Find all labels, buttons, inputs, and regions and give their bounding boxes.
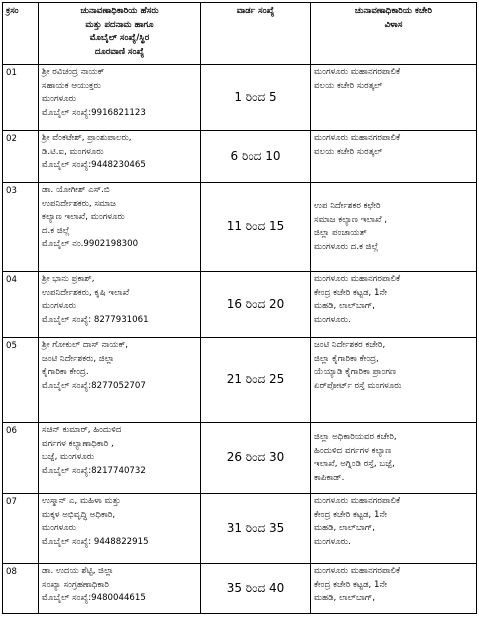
row-wards: 11 ರಿಂದ 15 <box>201 183 311 272</box>
row-officer <box>39 65 201 131</box>
officer-line: ಡಾ. ಉದಯ ಶೆಟ್ಟಿ, ಜಿಲ್ಲಾ <box>42 566 114 576</box>
office-line: ಮಂಗಳೂರು ಮಹಾನಗರಪಾಲಿಕೆ <box>314 274 401 284</box>
row-officer <box>39 423 201 494</box>
header-office-line: ಚುನಾವಣಾಧಿಕಾರಿಯ ಕಚೇರಿ <box>354 6 433 16</box>
row-office <box>311 65 477 131</box>
officer-line: ಸಚಿನ್ ಕುಮಾರ್, ಹಿಂದುಳಿದ <box>42 425 122 435</box>
officer-line: ಕಲ್ಯಾಣ ಇಲಾಖೆ, ಮಂಗಳೂರು <box>42 212 125 222</box>
office-line: ಜಂಟಿ ನಿರ್ದೇಶಕರ ಕಚೇರಿ, <box>314 340 386 350</box>
officer-line: ಮೊಬೈಲ್ ಸಂಖ್ಯೆ: 9448822915 <box>42 536 149 547</box>
officer-line: ಬಜ್ಪೆ, ಮಂಗಳೂರು <box>42 452 95 462</box>
office-line: ಇಲಾಖೆ, ಅಗ್ನಿಂಡಿ ರಸ್ತೆ, ಬಜ್ಪೆ, <box>314 459 395 469</box>
row-office <box>311 338 477 423</box>
office-line: ಜಿಲ್ಲಾ ಕೈಗಾರಿಕಾ ಕೇಂದ್ರ, <box>314 353 379 364</box>
office-line: ಮಂಗಳೂರು. <box>314 314 351 325</box>
header-officer-line: ಮೊಬೈಲ್ ಸಂಖ್ಯೆ/ಸ್ಥಿರ <box>89 33 150 43</box>
officer-line: ಕೈಗಾರಿಕಾ ಕೇಂದ್ರ. <box>42 367 89 377</box>
row-wards: 21 ರಿಂದ 25 <box>201 338 311 423</box>
officer-line: ಶ್ರೀ ವೆಂಕಟೇಶ್, ಪ್ರಾಂಶುಪಾಲರು, <box>42 133 132 143</box>
row-office <box>311 272 477 338</box>
header-office-line: ವಿಳಾಸ <box>384 19 403 30</box>
officer-line: ವರ್ಗಗಳ ಕಲ್ಯಾಣಾಧಿಕಾರಿ , <box>42 438 114 449</box>
returning-officers-table <box>2 2 477 614</box>
header-officer-line: ಮತ್ತು ಪದನಾಮ ಹಾಗೂ <box>85 19 154 30</box>
table-row <box>3 183 477 272</box>
office-line: ವಲಯ ಕಚೇರಿ ಸುರತ್ಕಲ್ <box>314 80 383 91</box>
header-officer-line: ಚುನಾವಣಾಧಿಕಾರಿಯ ಹೆಸರು <box>80 6 159 16</box>
office-line: ಕೇಂದ್ರ ಕಚೇರಿ ಕಟ್ಟಡ, 1ನೇ <box>314 287 388 298</box>
office-line: ಸಮಾಜ ಕಲ್ಯಾಣ ಇಲಾಖೆ , <box>314 214 388 225</box>
row-sl: 01 <box>3 65 39 131</box>
row-wards: 31 ರಿಂದ 35 <box>201 494 311 564</box>
officer-line: ಮೊಬೈಲ್ ಸಂಖ್ಯೆ: 8277931061 <box>42 314 149 325</box>
officer-line: ಶ್ರೀ ಗೋಕುಲ್ ದಾಸ್ ನಾಯಕ್, <box>42 340 128 350</box>
row-sl: 08 <box>3 564 39 614</box>
row-office <box>311 494 477 564</box>
office-line: ಮಂಗಳೂರು ಮಹಾನಗರಪಾಲಿಕೆ <box>314 566 401 576</box>
office-line: ಮಂಗಳೂರು ಮಹಾನಗರಪಾಲಿಕೆ <box>314 496 401 506</box>
officer-line: ಸಹಾಯಕ ಆಯುಕ್ತರು <box>42 80 101 91</box>
header-office <box>311 3 477 65</box>
office-line: ಕೇಂದ್ರ ಕಚೇರಿ ಕಟ್ಟಡ, 1ನೇ <box>314 579 388 590</box>
row-office <box>311 131 477 183</box>
header-officer-line: ದೂರವಾಣಿ ಸಂಖ್ಯೆ <box>94 46 145 57</box>
officer-line: ಮೊಬೈಲ್ ಸಂಖ್ಯೆ:8217740732 <box>42 465 146 476</box>
table-row <box>3 423 477 494</box>
officer-line: ಮಂಗಳೂರು <box>42 523 77 533</box>
row-officer <box>39 183 201 272</box>
office-line: ಯೆಯ್ಯಾಡಿ ಕೈಗಾರಿಕಾ ಪ್ರಾಂಗಣ <box>314 367 397 377</box>
officer-line: ಶ್ರೀ ಭಾನು ಪ್ರಕಾಶ್, <box>42 274 95 284</box>
officer-line: ಉಪನಿರ್ದೇಶಕರು, ಸಮಾಜ <box>42 198 116 209</box>
officer-line: ಮೊಬೈಲ್ ಸಂಖ್ಯೆ:9480044615 <box>42 593 146 603</box>
table-row <box>3 338 477 423</box>
row-sl: 02 <box>3 131 39 183</box>
table-row <box>3 272 477 338</box>
officer-line: ದ.ಕ ಜಿಲ್ಲೆ <box>42 225 70 236</box>
office-line: ಜಿಲ್ಲಾ ಪಂಚಾಯತ್ <box>314 228 367 238</box>
row-office <box>311 183 477 272</box>
row-officer <box>39 131 201 183</box>
row-officer <box>39 272 201 338</box>
table-row <box>3 65 477 131</box>
row-officer <box>39 494 201 564</box>
row-sl: 05 <box>3 338 39 423</box>
office-line: ಮಂಗಳೂರು ದ.ಕ ಜಿಲ್ಲೆ <box>314 241 379 252</box>
office-line: ಕಾಪಿಕಾಡ್. <box>314 472 345 483</box>
table-header-row <box>3 3 477 65</box>
officer-line: ಜಂಟಿ ನಿರ್ದೇಶಕರು, ಜಿಲ್ಲಾ <box>42 353 115 364</box>
office-line: ಮಹಡಿ, ಲಾಲ್‌ಬಾಗ್, <box>314 593 376 603</box>
row-wards: 6 ರಿಂದ 10 <box>201 131 311 183</box>
row-wards: 1 ರಿಂದ 5 <box>201 65 311 131</box>
office-line: ಏರ್‌ಪೋರ್ಟ್ ರಸ್ತೆ ಮಂಗಳೂರು <box>314 380 402 391</box>
office-line: ಮಹಡಿ, ಲಾಲ್‌ಬಾಗ್, <box>314 523 376 533</box>
officer-line: ಮಂಗಳೂರು <box>42 301 77 311</box>
table-row <box>3 494 477 564</box>
officer-line: ಡಾ. ಯೋಗೀಶ್ ಎಸ್.ಬಿ <box>42 185 110 195</box>
officer-line: ಶ್ರೀ ರವಿಚಂದ್ರ ನಾಯಕ್ <box>42 67 105 77</box>
header-wards: ವಾರ್ಡ ಸಂಖ್ಯೆ <box>201 3 311 65</box>
row-wards: 16 ರಿಂದ 20 <box>201 272 311 338</box>
row-wards: 35 ರಿಂದ 40 <box>201 564 311 614</box>
officer-line: ಮಂಗಳೂರು <box>42 94 77 104</box>
officer-line: ಮೊಬೈಲ್ ಸಂಖ್ಯೆ:9448230465 <box>42 160 146 170</box>
row-sl: 07 <box>3 494 39 564</box>
officer-line: ಉಸ್ಮಾನ್ ಎ, ಮಹಿಳಾ ಮತ್ತು <box>42 496 121 506</box>
office-line: ಕೇಂದ್ರ ಕಚೇರಿ ಕಟ್ಟಡ, 1ನೇ <box>314 509 388 520</box>
office-line: ಮಂಗಳೂರು ಮಹಾನಗರಪಾಲಿಕೆ <box>314 133 401 143</box>
office-line: ಮಂಗಳೂರು. <box>314 536 351 547</box>
row-officer <box>39 564 201 614</box>
row-office <box>311 564 477 614</box>
row-sl: 04 <box>3 272 39 338</box>
officer-line: ಮೊಬೈಲ್ ನಂ.9902198300 <box>42 239 139 249</box>
office-line: ಉಪ ನಿರ್ದೇಶಕರ ಕಛೇರಿ <box>314 201 381 211</box>
officer-line: ಸಂಖ್ಯಾ ಸಂಗ್ರಹಣಾಧಿಕಾರಿ <box>42 579 109 590</box>
officer-line: ಡಿ.ಟಿ.ಐ, ಮಂಗಳೂರು <box>42 146 104 157</box>
office-line: ಜಿಲ್ಲಾ ಅಧಿಕಾರಿಯವರ ಕಚೇರಿ, <box>314 432 397 442</box>
row-wards: 26 ರಿಂದ 30 <box>201 423 311 494</box>
officer-line: ಮೊಬೈಲ್ ಸಂಖ್ಯೆ:9916821123 <box>42 107 146 118</box>
header-officer <box>39 3 201 65</box>
row-office <box>311 423 477 494</box>
office-line: ಮಂಗಳೂರು ಮಹಾನಗರಪಾಲಿಕೆ <box>314 67 401 77</box>
table-row <box>3 564 477 614</box>
row-officer <box>39 338 201 423</box>
header-sl: ಕ್ರಸಂ <box>3 3 39 65</box>
officer-line: ಮೊಬೈಲ್ ಸಂಖ್ಯೆ:8277052707 <box>42 380 146 391</box>
row-sl: 03 <box>3 183 39 272</box>
row-sl: 06 <box>3 423 39 494</box>
table-row <box>3 131 477 183</box>
office-line: ಹಿಂದುಳಿದ ವರ್ಗಗಳ ಕಲ್ಯಾಣ <box>314 445 392 456</box>
officer-line: ಮಕ್ಕಳ ಅಭಿವೃದ್ಧಿ ಅಧಿಕಾರಿ, <box>42 509 116 520</box>
officer-line: ಉಪನಿರ್ದೇಶಕರು, ಕೃಷಿ ಇಲಾಖೆ <box>42 287 130 298</box>
office-line: ವಲಯ ಕಚೇರಿ ಸುರತ್ಕಲ್ <box>314 146 383 157</box>
office-line: ಮಹಡಿ, ಲಾಲ್‌ಬಾಗ್, <box>314 301 376 311</box>
